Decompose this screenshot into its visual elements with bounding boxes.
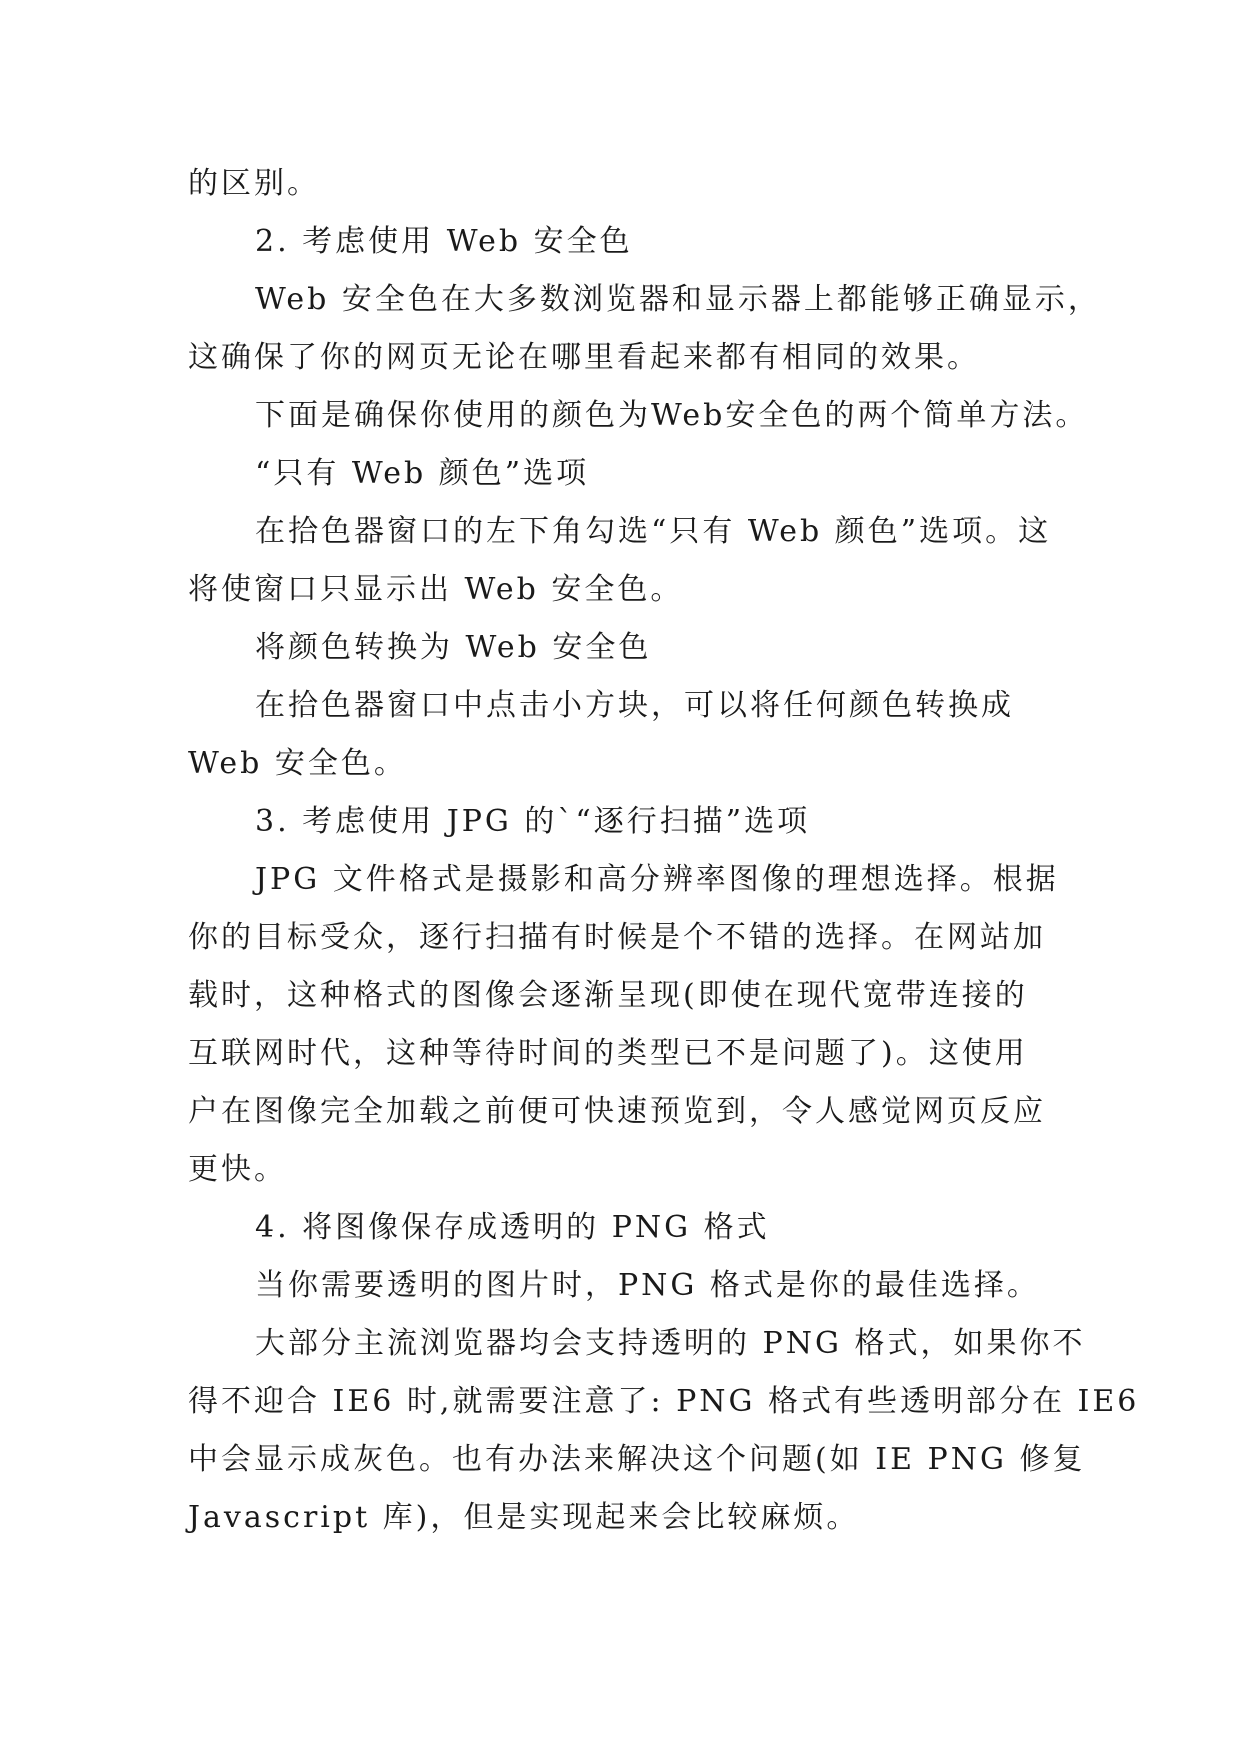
sub-heading: 将颜色转换为 Web 安全色: [255, 630, 652, 665]
text-line: 当你需要透明的图片时，PNG 格式是你的最佳选择。: [255, 1268, 1040, 1303]
text-line: 载时，这种格式的图像会逐渐呈现(即使在现代宽带连接的: [188, 978, 1028, 1013]
text-line: 在拾色器窗口中点击小方块，可以将任何颜色转换成: [255, 688, 1014, 723]
document-body: [188, 155, 1140, 1547]
text-line: JPG 文件格式是摄影和高分辨率图像的理想选择。根据: [255, 862, 1059, 897]
text-line: 你的目标受众，逐行扫描有时候是个不错的选择。在网站加: [188, 920, 1046, 955]
text-line: 户在图像完全加载之前便可快速预览到，令人感觉网页反应: [188, 1094, 1046, 1129]
text-line: Web 安全色。: [188, 746, 407, 781]
text-line: 得不迎合 IE6 时,就需要注意了: PNG 格式有些透明部分在 IE6: [188, 1384, 1140, 1419]
section-heading: 4. 将图像保存成透明的 PNG 格式: [255, 1210, 770, 1245]
sub-heading: “只有 Web 颜色”选项: [255, 456, 590, 491]
text-line: 互联网时代，这种等待时间的类型已不是问题了)。这使用: [188, 1036, 1028, 1071]
text-line: 中会显示成灰色。也有办法来解决这个问题(如 IE PNG 修复: [188, 1442, 1086, 1477]
text-line: 下面是确保你使用的颜色为Web安全色的两个简单方法。: [255, 398, 1089, 433]
text-line: 这确保了你的网页无论在哪里看起来都有相同的效果。: [188, 340, 980, 375]
text-line: 在拾色器窗口的左下角勾选“只有 Web 颜色”选项。这: [255, 514, 1052, 549]
section-heading: 3. 考虑使用 JPG 的`“逐行扫描”选项: [255, 804, 811, 839]
text-line: 大部分主流浏览器均会支持透明的 PNG 格式，如果你不: [255, 1326, 1086, 1361]
text-line: Javascript 库)，但是实现起来会比较麻烦。: [188, 1500, 860, 1535]
text-line: Web 安全色在大多数浏览器和显示器上都能够正确显示，: [255, 282, 1101, 317]
text-line: 更快。: [188, 1152, 287, 1187]
section-heading: 2. 考虑使用 Web 安全色: [255, 224, 633, 259]
text-line: 的区别。: [188, 166, 320, 201]
text-line: 将使窗口只显示出 Web 安全色。: [188, 572, 684, 607]
